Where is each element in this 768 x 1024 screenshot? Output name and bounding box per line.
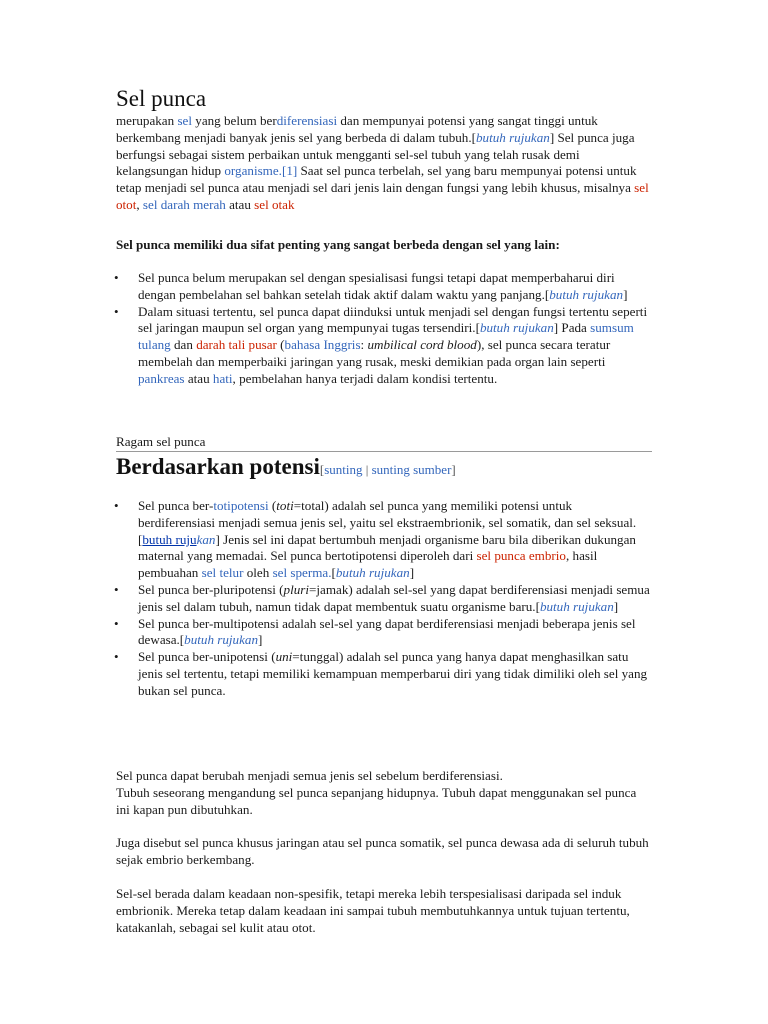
link-totipotensi[interactable]: totipotensi (213, 498, 269, 513)
item-text: =jamak) adalah sel-sel yang dapat berdiferensiasi menjadi semua jenis sel dalam tubuh, namun tidak dapat membentuk suatu organisme baru.[ (138, 581, 650, 614)
paragraph-line: Sel punca dapat berubah menjadi semua jenis sel sebelum berdiferensiasi. (116, 768, 503, 783)
item-text: oleh (243, 565, 273, 581)
item-text: Sel punca belum merupakan sel dengan spesialisasi fungsi tetapi dapat memperbaharui diri dengan pembelahan sel bahkan setelah tidak aktif dalam waktu yang panjang.[ (138, 270, 615, 302)
intro-text: merupakan (116, 113, 178, 128)
item-text: [ (331, 565, 336, 581)
list-item (116, 582, 652, 616)
edit-link[interactable]: sunting (324, 462, 363, 477)
list-item (116, 616, 652, 650)
item-text: Sel punca ber- (138, 498, 214, 513)
item-text: ] (613, 598, 619, 614)
item-text: Dalam situasi tertentu, sel punca dapat diinduksi untuk menjadi sel dengan fungsi tertentu seperti sel jaringan maupun sel organ yang mempunyai tugas tersendiri.[ (138, 303, 648, 336)
properties-list (116, 270, 652, 388)
intro-text: dan mempunyai potensi yang sangat tinggi untuk berkembang menjadi banyak jenis sel yang berbeda di dalam tubuh.[ (116, 113, 598, 145)
item-text: =tunggal) adalah sel punca yang hanya dapat menghasilkan satu jenis sel tertentu, tetapi memiliki kemampuan memperbarui diri yang tidak dimiliki oleh sel yang bukan sel punca. (138, 649, 648, 698)
item-text: ] (258, 632, 263, 648)
separator: | (362, 462, 372, 477)
intro-paragraph (116, 113, 652, 214)
item-text: atau (184, 370, 213, 386)
link-darah-tali-pusar[interactable]: darah tali pusar (196, 337, 277, 353)
link-butuh-rujukan-selected[interactable]: butuh ruju (142, 531, 197, 547)
item-text: ), sel punca secara teratur membelah dan memperbaiki jaringan yang rusak, meski demikian pada organ lain seperti (138, 337, 611, 369)
link-sel-telur[interactable]: sel telur (201, 565, 244, 581)
list-item (116, 270, 652, 304)
item-text: , pembelahan hanya terjadi dalam kondisi tertentu. (232, 370, 498, 386)
link-hati[interactable]: hati (212, 370, 233, 386)
link-butuh-rujukan[interactable]: butuh rujukan (549, 286, 624, 302)
item-text: ] Jenis sel ini dapat bertumbuh menjadi organisme baru bila diberikan dukungan maternal yang memadai. Sel punca bertotipotensi diperoleh dari (138, 531, 636, 564)
item-text: dan (170, 337, 197, 353)
link-sel-darah-merah[interactable]: sel darah merah (142, 196, 226, 212)
link-sel-punca-embrio[interactable]: sel punca embrio (476, 548, 566, 564)
edit-source-link[interactable]: sunting sumber (371, 462, 452, 477)
intro-text: yang belum ber (192, 113, 277, 128)
link-pankreas[interactable]: pankreas (138, 370, 185, 386)
paragraph-line: Tubuh seseorang mengandung sel punca sepanjang hidupnya. Tubuh dapat menggunakan sel punca ini kapan pun dibutuhkan. (116, 784, 637, 817)
link-bahasa-inggris[interactable]: bahasa Inggris (284, 337, 361, 353)
item-text: , hasil pembuahan (138, 548, 598, 581)
item-text: Sel punca ber-pluripotensi ( (138, 581, 284, 597)
list-item (116, 498, 652, 582)
bracket: [ (319, 462, 325, 477)
link-diferensiasi[interactable]: diferensiasi (276, 113, 338, 128)
link-butuh-rujukan[interactable]: butuh rujukan (184, 632, 259, 648)
page-title: Sel punca (116, 86, 207, 111)
intro-text: ] Sel punca juga berfungsi sebagai sistem perbaikan untuk mengganti sel-sel tubuh yang telah rusak demi kelangsungan hidup (116, 129, 635, 179)
closing-paragraph-3: Sel-sel berada dalam keadaan non-spesifik, tetapi mereka lebih terspesialisasi daripada sel induk embrionik. Mereka tetap dalam keadaan ini sampai tubuh membutuhkannya untuk tujuan tertentu, katakanlah, sebagai sel kulit atau otot. (116, 886, 630, 935)
link-sumsum-tulang[interactable]: sumsum tulang (138, 320, 634, 353)
item-text-italic: uni (275, 649, 293, 665)
item-text: ] Pada (553, 320, 591, 336)
link-sel-otot[interactable]: sel otot (116, 180, 649, 212)
item-text: ( (268, 498, 277, 513)
item-text-italic: umbilical cord blood (367, 337, 477, 353)
bold-statement: Sel punca memiliki dua sifat penting yang sangat berbeda dengan sel yang lain: (116, 237, 560, 252)
item-text: ( (276, 337, 285, 353)
item-text: ] (409, 565, 415, 581)
list-item (116, 649, 652, 699)
closing-paragraph-1 (116, 768, 652, 818)
item-text: ] (623, 286, 628, 302)
link-sel-sperma[interactable]: sel sperma. (272, 565, 332, 581)
bracket: ] (451, 462, 456, 477)
item-text: =total) adalah sel punca yang memiliki potensi untuk berdiferensiasi menjadi semua jenis sel, yaitu sel ekstraembrionik, sel somatik, dan sel seksual.[ (138, 498, 637, 547)
potency-list (116, 498, 652, 700)
intro-text: atau (225, 196, 255, 212)
item-text: Sel punca ber-unipotensi ( (138, 649, 276, 665)
image-caption: Ragam sel punca (116, 434, 206, 449)
link-sel-otak[interactable]: sel otak (254, 196, 295, 212)
item-text-italic: pluri (283, 581, 310, 597)
link-butuh-rujukan[interactable]: butuh rujukan (335, 565, 410, 581)
intro-text: Saat sel punca terbelah, sel yang baru mempunyai potensi untuk tetap menjadi sel punca atau menjadi sel dari jenis lain dengan fungsi yang lebih khusus, misalnya (116, 163, 637, 196)
link-butuh-rujukan[interactable]: kan (196, 531, 216, 547)
heading-divider (116, 451, 652, 452)
intro-text: , (136, 196, 143, 212)
link-butuh-rujukan[interactable]: butuh rujukan (479, 320, 554, 336)
item-text-italic: toti (276, 498, 294, 513)
section-title: Berdasarkan potensi (116, 454, 320, 479)
link-butuh-rujukan[interactable]: butuh rujukan (539, 598, 614, 614)
link-butuh-rujukan[interactable]: butuh rujukan (475, 129, 550, 145)
link-organisme[interactable]: organisme.[1] (224, 163, 298, 179)
edit-links (320, 462, 456, 477)
item-text: Sel punca ber-multipotensi adalah sel-sel yang dapat berdiferensiasi menjadi beberapa jenis sel dewasa.[ (138, 615, 636, 648)
closing-paragraph-2: Juga disebut sel punca khusus jaringan atau sel punca somatik, sel punca dewasa ada di seluruh tubuh sejak embrio berkembang. (116, 835, 649, 867)
link-sel[interactable]: sel (177, 113, 192, 128)
item-text: : (360, 337, 368, 353)
section-heading (116, 454, 456, 480)
list-item (116, 304, 652, 388)
